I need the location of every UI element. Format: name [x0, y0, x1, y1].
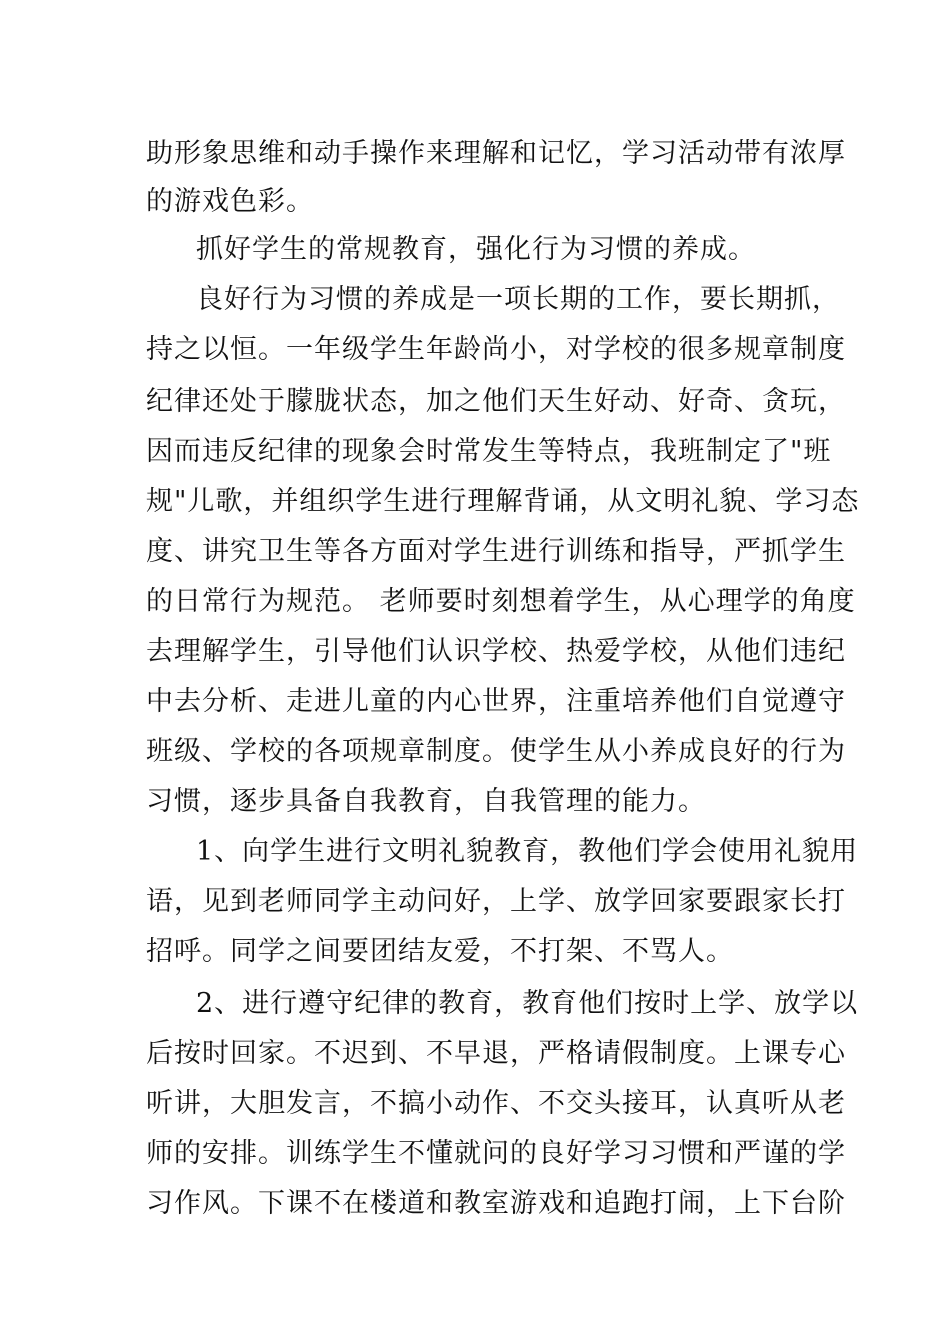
text-line: 习惯，逐步具备自我教育，自我管理的能力。 [146, 786, 706, 817]
text-line: 师的安排。训练学生不懂就问的良好学习习惯和严谨的学 [146, 1138, 846, 1169]
text-line: 度、讲究卫生等各方面对学生进行训练和指导，严抓学生 [146, 536, 846, 567]
text-line: 习作风。下课不在楼道和教室游戏和追跑打闹，上下台阶 [146, 1188, 846, 1219]
list-item-line: 2、进行遵守纪律的教育，教育他们按时上学、放学以 [196, 988, 859, 1019]
text-line: 助形象思维和动手操作来理解和记忆，学习活动带有浓厚 [146, 138, 846, 169]
text-line: 良好行为习惯的养成是一项长期的工作，要长期抓， [196, 284, 840, 315]
text-line: 中去分析、走进儿童的内心世界，注重培养他们自觉遵守 [146, 686, 846, 717]
text-line: 招呼。同学之间要团结友爱，不打架、不骂人。 [146, 936, 734, 967]
section-heading: 抓好学生的常规教育，强化行为习惯的养成。 [196, 234, 756, 265]
text-line: 语，见到老师同学主动问好，上学、放学回家要跟家长打 [146, 886, 846, 917]
text-line: 持之以恒。一年级学生年龄尚小，对学校的很多规章制度 [146, 334, 846, 365]
text-line: 班级、学校的各项规章制度。使学生从小养成良好的行为 [146, 736, 846, 767]
text-line: 去理解学生，引导他们认识学校、热爱学校，从他们违纪 [146, 636, 846, 667]
text-line: 的日常行为规范。 老师要时刻想着学生，从心理学的角度 [146, 586, 856, 617]
text-line: 规"儿歌，并组织学生进行理解背诵，从文明礼貌、学习态 [146, 486, 860, 517]
text-line: 听讲，大胆发言，不搞小动作、不交头接耳，认真听从老 [146, 1088, 846, 1119]
list-item-line: 1、向学生进行文明礼貌教育，教他们学会使用礼貌用 [196, 836, 859, 867]
text-line: 的游戏色彩。 [146, 186, 314, 217]
text-line: 后按时回家。不迟到、不早退，严格请假制度。上课专心 [146, 1038, 846, 1069]
text-line: 因而违反纪律的现象会时常发生等特点，我班制定了"班 [146, 436, 832, 467]
text-line: 纪律还处于朦胧状态，加之他们天生好动、好奇、贪玩， [146, 386, 846, 417]
